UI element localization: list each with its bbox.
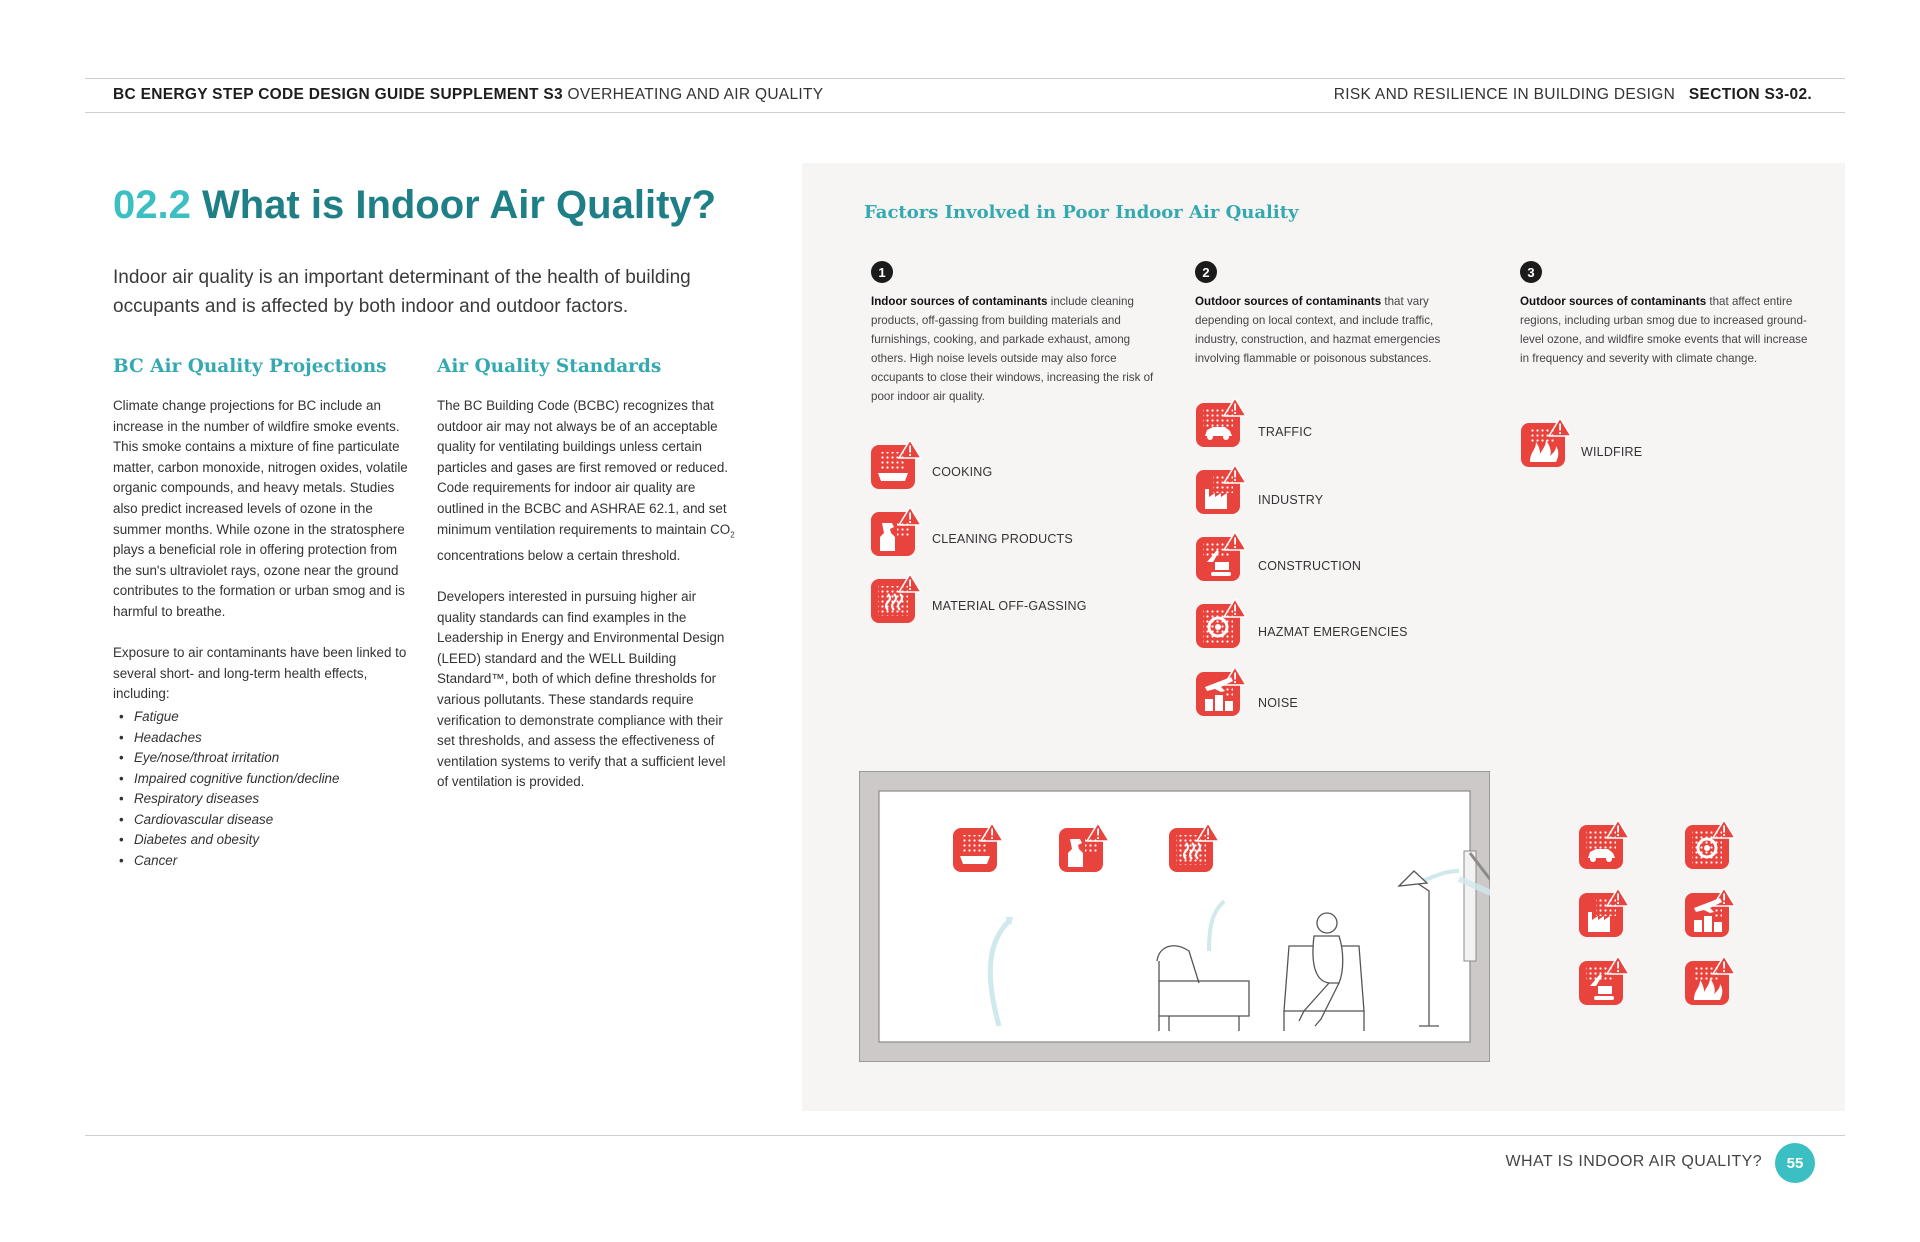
group-1-text: include cleaning products, off-gassing from building materials and furnishings, cooking, and parkade exhaust, among others. High noise levels outside may also force occupants to close their windows, increasing the risk of poor indoor air quality. — [871, 295, 1154, 403]
group-number-3: 3 — [1520, 261, 1542, 283]
item-label-wildfire: WILDFIRE — [1581, 445, 1643, 459]
factors-title: Factors Involved in Poor Indoor Air Quality — [864, 202, 1299, 223]
page-title — [113, 183, 716, 228]
group-number-2: 2 — [1195, 261, 1217, 283]
group-1-description — [871, 292, 1161, 406]
group-3-lead: Outdoor sources of contaminants — [1520, 295, 1707, 308]
material-off-gassing-icon — [870, 574, 922, 626]
list-item: • Diabetes and obesity — [119, 830, 408, 851]
projections-heading: BC Air Quality Projections — [113, 356, 387, 377]
item-label-industry: INDUSTRY — [1258, 493, 1324, 507]
footer-rule — [85, 1135, 1845, 1136]
projections-paragraph-2: Exposure to air contaminants have been linked to several short- and long-term health effects, including: — [113, 645, 407, 702]
section-number: SECTION S3-02. — [1688, 86, 1812, 103]
wildfire-icon — [1684, 956, 1736, 1008]
page-number-badge: 55 — [1775, 1143, 1815, 1183]
room-illustration — [859, 771, 1490, 1062]
hazmat-icon — [1684, 820, 1736, 872]
item-label-cleaning: CLEANING PRODUCTS — [932, 532, 1073, 546]
cleaning-products-icon — [870, 507, 922, 559]
list-item: • Cancer — [119, 851, 408, 872]
group-3-description — [1520, 292, 1815, 368]
list-item: • Respiratory diseases — [119, 789, 408, 810]
industry-icon — [1578, 888, 1630, 940]
standards-column — [437, 396, 737, 814]
co2-subscript: 2 — [730, 530, 735, 540]
group-1-lead: Indoor sources of contaminants — [871, 295, 1048, 308]
list-item: • Cardiovascular disease — [119, 810, 408, 831]
group-3-text: that affect entire regions, including urban smog due to increased ground-level ozone, and wildfire smoke events that will increase in frequency and severity with climate change. — [1520, 295, 1808, 365]
standards-p1-text: The BC Building Code (BCBC) recognizes that outdoor air may not always be of an acceptable quality for ventilating buildings unless certain particles and gases are first removed or reduced. Code requirements for indoor air quality are outlined in the BCBC and ASHRAE 62.1, and set minimum ventilation requirements to maintain CO — [437, 398, 731, 537]
construction-icon — [1578, 956, 1630, 1008]
group-2-text: that vary depending on local context, and include traffic, industry, construction, and hazmat emergencies involving flammable or poisonous substances. — [1195, 295, 1441, 365]
list-item: • Eye/nose/throat irritation — [119, 748, 408, 769]
running-header-right — [1334, 86, 1812, 104]
item-label-cooking: COOKING — [932, 465, 993, 479]
projections-column — [113, 396, 408, 872]
group-2-description — [1195, 292, 1477, 368]
industry-icon — [1195, 465, 1247, 517]
standards-paragraph-2: Developers interested in pursuing higher air quality standards can find examples in the Leadership in Energy and Environmental Design (LEED) standard and the WELL Building Standard™, both of which define thresholds for various pollutants. These standards require verification to demonstrate compliance with their set thresholds, and assess the effectiveness of ventilation systems to verify that a sufficient level of ventilation is provided. — [437, 589, 726, 790]
header-bottom-rule — [85, 112, 1845, 113]
title-number: 02.2 — [113, 183, 191, 227]
item-label-off-gassing: MATERIAL OFF-GASSING — [932, 599, 1087, 613]
standards-heading: Air Quality Standards — [437, 356, 662, 377]
wildfire-icon — [1520, 418, 1572, 470]
traffic-icon — [1578, 820, 1630, 872]
running-header-left — [113, 86, 823, 104]
cooking-icon — [870, 440, 922, 492]
lead-paragraph: Indoor air quality is an important determinant of the health of building occupants and is affected by both indoor and outdoor factors. — [113, 267, 691, 317]
cooking-icon — [952, 823, 1004, 875]
group-number-1: 1 — [871, 261, 893, 283]
material-off-gassing-icon — [1168, 823, 1220, 875]
item-label-noise: NOISE — [1258, 696, 1298, 710]
noise-icon — [1195, 667, 1247, 719]
group-2-lead: Outdoor sources of contaminants — [1195, 295, 1382, 308]
item-label-construction: CONSTRUCTION — [1258, 559, 1362, 573]
title-text: What is Indoor Air Quality? — [201, 183, 717, 227]
traffic-icon — [1195, 398, 1247, 450]
footer-title: WHAT IS INDOOR AIR QUALITY? — [1505, 1153, 1762, 1170]
item-label-traffic: TRAFFIC — [1258, 425, 1313, 439]
health-effects-list — [113, 707, 408, 872]
guide-subtitle: OVERHEATING AND AIR QUALITY — [567, 86, 824, 103]
item-label-hazmat: HAZMAT EMERGENCIES — [1258, 625, 1408, 639]
projections-paragraph-1: Climate change projections for BC include an increase in the number of wildfire smoke events. This smoke contains a mixture of fine particulate matter, carbon monoxide, nitrogen oxides, volatile organic compounds, and heavy metals. Studies also predict increased levels of ozone in the summer months. While ozone in the stratosphere plays a beneficial role in offering protection from the sun's ultraviolet rays, ozone near the ground contributes to the formation or urban smog and is harmful to breathe. — [113, 398, 408, 619]
header-top-rule — [85, 78, 1845, 79]
cleaning-products-icon — [1058, 823, 1110, 875]
list-item: • Impaired cognitive function/decline — [119, 769, 408, 790]
standards-paragraph-1 — [437, 396, 737, 566]
list-item: • Fatigue — [119, 707, 408, 728]
chapter-name: RISK AND RESILIENCE IN BUILDING DESIGN — [1333, 86, 1676, 103]
standards-p1-text-end: concentrations below a certain threshold. — [437, 547, 681, 563]
hazmat-icon — [1195, 599, 1247, 651]
guide-name: BC ENERGY STEP CODE DESIGN GUIDE SUPPLEMENT S3 — [113, 86, 563, 103]
noise-icon — [1684, 888, 1736, 940]
construction-icon — [1195, 532, 1247, 584]
list-item: • Headaches — [119, 728, 408, 749]
